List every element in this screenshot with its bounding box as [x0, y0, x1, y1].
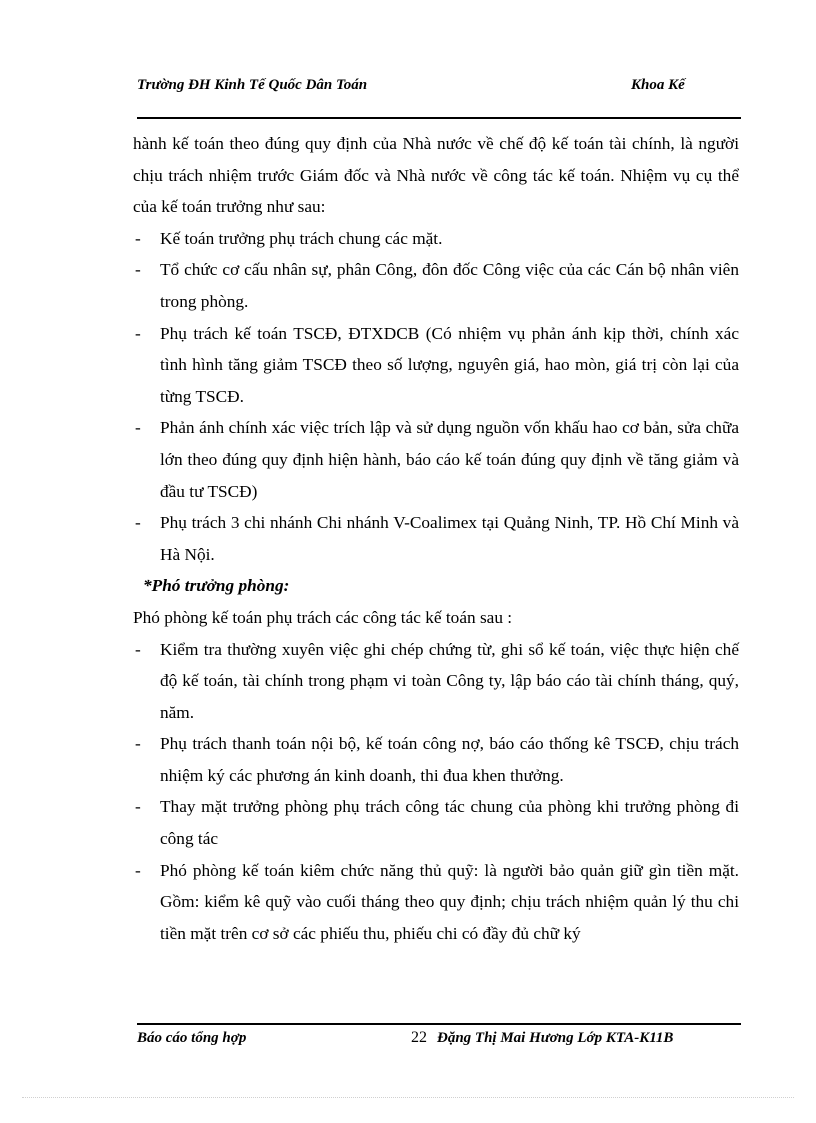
- list-item: [133, 728, 739, 791]
- bullet-dash: -: [135, 860, 141, 880]
- bullet-dash: -: [135, 797, 141, 817]
- chief-duties-list: [133, 223, 739, 571]
- list-item: [133, 855, 739, 950]
- page-edge-divider: [22, 1097, 794, 1098]
- list-item: [133, 507, 739, 570]
- list-item: [133, 791, 739, 854]
- list-item-text: Phụ trách 3 chi nhánh Chi nhánh V-Coalimex tại Quảng Ninh, TP. Hồ Chí Minh và Hà Nội.: [160, 513, 739, 564]
- list-item-text: Kiểm tra thường xuyên việc ghi chép chứng từ, ghi sổ kế toán, việc thực hiện chế độ kế toán, tài chính trong phạm vi toàn Công ty, lập báo cáo tài chính tháng, quý, năm.: [160, 639, 739, 722]
- bullet-dash: -: [135, 734, 141, 754]
- list-item: [133, 412, 739, 507]
- list-item-text: Phụ trách kế toán TSCĐ, ĐTXDCB (Có nhiệm vụ phản ánh kịp thời, chính xác tình hình tăng giảm TSCĐ theo số lượng, nguyên giá, hao mòn, giá trị còn lại của từng TSCĐ.: [160, 323, 739, 406]
- list-item: [133, 254, 739, 317]
- bullet-dash: -: [135, 513, 141, 533]
- footer-divider: [137, 1023, 741, 1025]
- list-item-text: Phản ánh chính xác việc trích lập và sử dụng nguồn vốn khấu hao cơ bản, sửa chữa lớn theo đúng quy định hiện hành, báo cáo kế toán đúng quy định về tăng giảm và đầu tư TSCĐ): [160, 418, 739, 501]
- list-item: [133, 318, 739, 413]
- page-number: 22: [411, 1029, 427, 1046]
- bullet-dash: -: [135, 260, 141, 280]
- header-school-name: Trường ĐH Kinh Tế Quốc Dân Toán: [137, 77, 368, 93]
- list-item: [133, 223, 739, 255]
- bullet-dash: -: [135, 418, 141, 438]
- list-item-text: Kế toán trưởng phụ trách chung các mặt.: [160, 228, 443, 248]
- deputy-duties-list: [133, 634, 739, 950]
- header-divider: [137, 117, 741, 119]
- list-item-text: Phụ trách thanh toán nội bộ, kế toán công nợ, báo cáo thống kê TSCĐ, chịu trách nhiệm ký các phương án kinh doanh, thi đua khen thưởng.: [160, 734, 739, 785]
- document-body: [133, 128, 739, 949]
- intro-paragraph: hành kế toán theo đúng quy định của Nhà nước về chế độ kế toán tài chính, là người chịu trách nhiệm trước Giám đốc và Nhà nước về công tác kế toán. Nhiệm vụ cụ thể của kế toán trưởng như sau:: [133, 134, 739, 217]
- list-item-text: Thay mặt trưởng phòng phụ trách công tác chung của phòng khi trưởng phòng đi công tác: [160, 797, 739, 849]
- header-faculty-name: Khoa Kế: [631, 77, 685, 93]
- list-item: [133, 634, 739, 729]
- bullet-dash: -: [135, 639, 141, 659]
- footer-report-title: Báo cáo tổng hợp: [137, 1030, 247, 1046]
- bullet-dash: -: [135, 323, 141, 343]
- deputy-intro: Phó phòng kế toán phụ trách các công tác kế toán sau :: [133, 607, 513, 627]
- list-item-text: Tổ chức cơ cấu nhân sự, phân Công, đôn đốc Công việc của các Cán bộ nhân viên trong phòng.: [160, 260, 739, 311]
- footer-author: Đặng Thị Mai Hương Lớp KTA-K11B: [437, 1030, 674, 1046]
- bullet-dash: -: [135, 228, 141, 248]
- page-header: [137, 76, 741, 118]
- deputy-heading: *Phó trưởng phòng:: [143, 576, 290, 596]
- page-footer: [137, 1028, 741, 1050]
- list-item-text: Phó phòng kế toán kiêm chức năng thủ quỹ: là người bảo quản giữ gìn tiền mặt. Gồm: kiểm kê quỹ vào cuối tháng theo quy định; chịu trách nhiệm quản lý thu chi tiền mặt trên cơ sở các phiếu thu, phiếu chi có đầy đủ chữ ký: [160, 860, 739, 943]
